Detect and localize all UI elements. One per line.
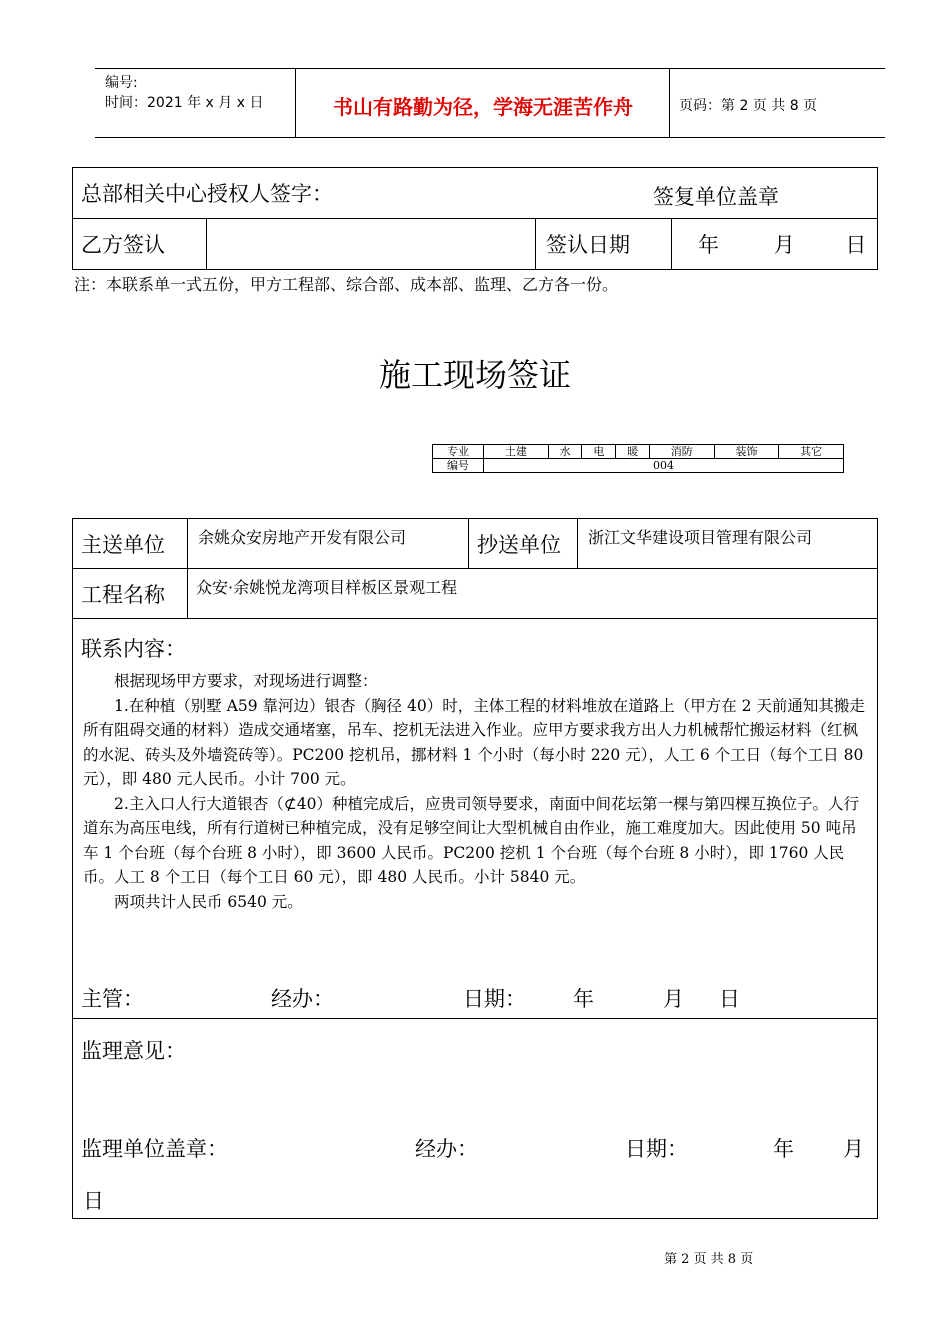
header-motto: 书山有路勤为径，学海无涯苦作舟 [333,95,633,119]
doc-number-label: 编号: [105,75,138,91]
number-value: 004 [484,459,844,473]
page-header [95,68,885,138]
hq-sign-row [73,168,878,219]
opinion-label: 监理意见： [81,1039,186,1063]
content-label: 联系内容： [81,637,186,661]
date2-label: 日期： [625,1137,688,1161]
category-cell: 水 [548,445,582,459]
header-divider [669,69,670,137]
date-label: 日期： [463,987,526,1011]
cc-value: 浙江文华建设项目管理有限公司 [578,519,878,569]
content-paragraph: 2.主入口人行大道银杏（⊄40）种植完成后，应贵司领导要求，南面中间花坛第一棵与第四棵互换位子。人行道东为高压电线，所有行道树已种植完成，没有足够空间让大型机械自由作业，施工难度加大。因此使用 50 吨吊车 1 个台班（每个台班 8 小时），即 3600 人民币。PC200 挖机 1 个台班（每个台班 8 小时），即 1760 人民币。人工 8 个工日（每个工日 60 元），即 480 人民币。小计 5840 元。 [83,794,860,886]
date-month: 月 [663,987,684,1011]
number-label: 编号 [433,459,484,473]
handler-label: 经办： [271,987,334,1011]
hq-sign-label: 总部相关中心授权人签字： [81,182,333,206]
header-page-code: 页码：第 2 页 共 8 页 [679,98,818,114]
distribution-note: 注：本联系单一式五份，甲方工程部、综合部、成本部、监理、乙方各一份。 [74,275,619,294]
date2-year: 年 [773,1137,794,1161]
sign-date-field[interactable] [672,219,878,270]
supervision-seal-label: 监理单位盖章： [81,1137,228,1161]
category-table [432,444,844,473]
date2-day: 日 [83,1189,104,1213]
category-cell: 其它 [779,445,844,459]
party-b-label: 乙方签认 [73,219,207,270]
date-day: 日 [719,987,740,1011]
supervisor-label: 主管： [81,987,144,1011]
date-month: 月 [773,233,795,257]
date2-month: 月 [843,1137,864,1161]
page-footer: 第 2 页 共 8 页 [664,1252,754,1267]
date-year: 年 [573,987,594,1011]
header-divider [295,69,296,137]
sign-date-label: 签认日期 [536,219,672,270]
sender-value: 余姚众安房地产开发有限公司 [188,519,469,569]
supervision-opinion-cell [73,1019,878,1219]
sender-label: 主送单位 [73,519,188,569]
visa-form-table [72,518,878,1219]
contact-content-cell [73,619,878,1019]
content-body [83,669,869,914]
category-cell: 暖 [616,445,650,459]
category-label: 专业 [433,445,484,459]
category-cell: 土建 [484,445,549,459]
reply-seal-label: 签复单位盖章 [653,185,779,209]
page-title: 施工现场签证 [378,356,571,394]
doc-time: 时间：2021 年 x 月 x 日 [105,95,264,111]
project-label: 工程名称 [73,569,188,619]
party-b-sign-field[interactable] [207,219,536,270]
handler2-label: 经办： [415,1137,478,1161]
date-year: 年 [698,233,719,257]
project-value: 众安·余姚悦龙湾项目样板区景观工程 [188,569,878,619]
content-paragraph: 两项共计人民币 6540 元。 [114,892,303,911]
signature-table [72,167,878,270]
cc-label: 抄送单位 [469,519,578,569]
content-paragraph: 1.在种植（别墅 A59 靠河边）银杏（胸径 40）时，主体工程的材料堆放在道路上（甲方在 2 天前通知其搬走所有阻碍交通的材料）造成交通堵塞，吊车、挖机无法进入作业。应甲方要求我方出人力机械帮忙搬运材料（红枫的水泥、砖头及外墙瓷砖等）。PC200 挖机吊，挪材料 1 个小时（每小时 220 元），人工 6 个工日（每个工日 80 元），即 480 元人民币。小计 700 元。 [83,696,865,788]
date-day: 日 [845,233,867,257]
category-cell: 装饰 [714,445,779,459]
content-paragraph: 根据现场甲方要求，对现场进行调整： [114,672,378,690]
category-cell: 电 [582,445,616,459]
category-cell: 消防 [649,445,714,459]
header-meta [105,73,263,113]
